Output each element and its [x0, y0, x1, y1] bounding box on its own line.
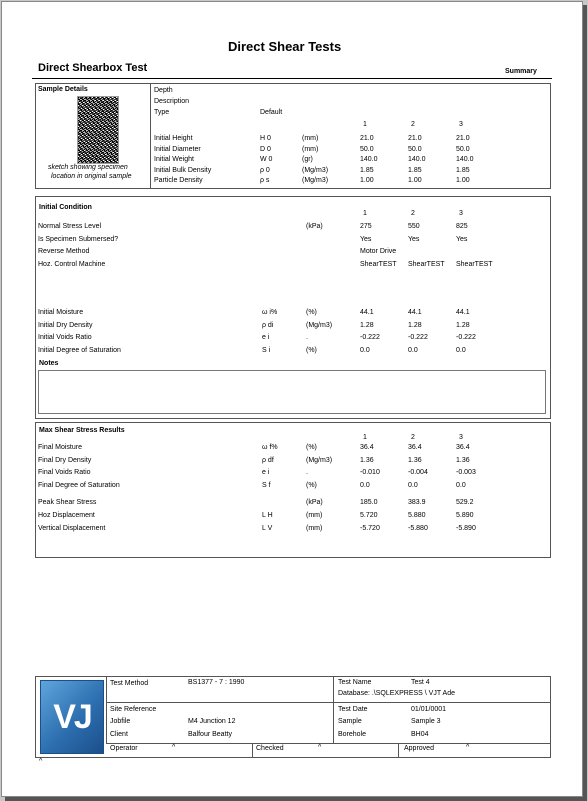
- row-unit: (mm): [306, 512, 323, 519]
- row-unit: (%): [306, 444, 317, 451]
- row-unit: (Mg/m3): [302, 177, 329, 184]
- row-label: Initial Weight: [154, 156, 194, 163]
- row-value-3: 825: [456, 223, 468, 230]
- row-unit: (%): [306, 309, 317, 316]
- row-label: Peak Shear Stress: [38, 499, 97, 506]
- row-label: Initial Diameter: [154, 145, 201, 153]
- row-value-2: 5.880: [408, 512, 426, 519]
- row-value-2: -0.222: [408, 334, 428, 341]
- row-value-2: 50.0: [408, 145, 422, 153]
- vj-logo: VJ: [40, 680, 104, 754]
- row-value-3: Yes: [456, 235, 468, 243]
- type-label: Type: [154, 109, 170, 116]
- row-value-2: 383.9: [408, 499, 426, 506]
- row-value-2: -0.004: [408, 469, 428, 476]
- row-symbol: ω f%: [262, 444, 278, 451]
- checked-caret: ^: [318, 744, 322, 751]
- row-value-3: -5.890: [456, 525, 476, 532]
- row-label: Hoz. Control Machine: [38, 260, 106, 268]
- row-label: Initial Voids Ratio: [38, 334, 92, 341]
- row-value-1: 21.0: [360, 135, 374, 142]
- jobfile-value: M4 Junction 12: [188, 718, 236, 725]
- max-shear-box: [35, 422, 551, 558]
- row-label: Final Dry Density: [38, 456, 92, 464]
- row-label: Final Voids Ratio: [38, 469, 91, 476]
- row-value-1: 50.0: [360, 145, 374, 153]
- row-unit: (kPa): [306, 223, 323, 230]
- row-label: Final Moisture: [38, 444, 82, 451]
- test-date-value: 01/01/0001: [411, 706, 447, 713]
- approved-caret: ^: [466, 744, 470, 751]
- description-label: Description: [154, 98, 190, 105]
- row-symbol: ρ s: [260, 177, 270, 184]
- column-header-2: 2: [411, 434, 415, 441]
- test-name-value: Test 4: [411, 679, 430, 686]
- jobfile-label: Jobfile: [110, 718, 131, 725]
- row-value-1: 36.4: [360, 444, 374, 451]
- row-value-2: 21.0: [408, 135, 422, 142]
- row-value-1: 185.0: [360, 499, 378, 506]
- row-symbol: ρ 0: [260, 166, 270, 174]
- row-symbol: S i: [262, 346, 271, 354]
- footer-divider-2: [333, 676, 334, 744]
- operator-caret: ^: [172, 744, 176, 751]
- row-value-1: Motor Drive: [360, 248, 397, 255]
- page-subtitle: Direct Shearbox Test: [38, 62, 148, 74]
- row-unit: (%): [306, 346, 317, 354]
- row-value-2: 550: [408, 223, 420, 230]
- checked-label: Checked: [256, 745, 284, 752]
- row-value-3: 21.0: [456, 135, 470, 142]
- row-value-1: -0.222: [360, 334, 380, 341]
- row-value-2: 1.28: [408, 321, 422, 329]
- bottom-caret: ^: [39, 758, 43, 765]
- row-value-2: 140.0: [408, 156, 426, 163]
- row-value-3: 140.0: [456, 156, 474, 163]
- borehole-label: Borehole: [338, 731, 367, 738]
- row-label: Particle Density: [154, 177, 203, 184]
- row-value-2: 36.4: [408, 444, 422, 451]
- row-symbol: ρ di: [262, 321, 274, 329]
- row-label: Is Specimen Submersed?: [38, 235, 119, 243]
- row-unit: .: [306, 334, 308, 341]
- footer-divider-4: [398, 743, 399, 757]
- sample-label: Sample: [338, 718, 362, 725]
- notes-label: Notes: [39, 360, 59, 367]
- row-unit: (mm): [306, 525, 323, 532]
- sample-divider: [150, 83, 151, 189]
- row-label: Normal Stress Level: [38, 223, 102, 230]
- row-value-1: 0.0: [360, 481, 370, 489]
- column-header-2: 2: [411, 121, 415, 128]
- row-unit: (Mg/m3): [306, 321, 333, 329]
- row-unit: (Mg/m3): [306, 456, 333, 464]
- column-header-1: 1: [363, 434, 367, 441]
- sample-details-heading: Sample Details: [38, 86, 88, 93]
- site-reference-label: Site Reference: [110, 706, 157, 713]
- row-symbol: S f: [262, 481, 271, 489]
- row-symbol: W 0: [260, 156, 273, 163]
- borehole-value: BH04: [411, 731, 429, 738]
- test-method-label: Test Method: [110, 680, 149, 687]
- row-unit: (kPa): [306, 499, 323, 506]
- row-value-1: 1.28: [360, 321, 374, 329]
- row-value-2: 0.0: [408, 346, 418, 354]
- row-value-1: 5.720: [360, 512, 378, 519]
- row-symbol: D 0: [260, 145, 271, 153]
- row-value-1: 1.00: [360, 177, 374, 184]
- row-value-3: 1.28: [456, 321, 470, 329]
- row-label: Initial Moisture: [38, 309, 84, 316]
- footer-rule-1: [106, 702, 550, 703]
- row-value-1: 1.36: [360, 456, 374, 464]
- row-label: Initial Degree of Saturation: [38, 346, 121, 354]
- row-value-3: 1.85: [456, 166, 470, 174]
- row-unit: (gr): [302, 156, 313, 163]
- row-unit: (%): [306, 481, 317, 489]
- row-value-3: 50.0: [456, 145, 470, 153]
- row-value-1: ShearTEST: [360, 260, 397, 268]
- title-rule: [32, 78, 552, 79]
- row-label: Final Degree of Saturation: [38, 481, 120, 489]
- operator-label: Operator: [110, 745, 138, 752]
- test-method-value: BS1377 - 7 : 1990: [188, 679, 245, 686]
- row-value-2: Yes: [408, 235, 420, 243]
- row-value-1: -5.720: [360, 525, 380, 532]
- row-value-2: 1.36: [408, 456, 422, 464]
- row-symbol: e i: [262, 469, 270, 476]
- row-unit: (Mg/m3): [302, 166, 329, 174]
- row-value-3: 44.1: [456, 309, 470, 316]
- page-title: Direct Shear Tests: [228, 39, 342, 54]
- type-value: Default: [260, 109, 283, 116]
- sketch-caption-2: location in original sample: [51, 173, 132, 180]
- row-symbol: H 0: [260, 135, 271, 142]
- sketch-caption-1: sketch showing specimen: [48, 164, 128, 171]
- row-value-3: 1.00: [456, 177, 470, 184]
- footer-divider-1: [106, 676, 107, 744]
- row-label: Reverse Method: [38, 248, 90, 255]
- row-value-3: 529.2: [456, 499, 474, 506]
- row-value-3: 36.4: [456, 444, 470, 451]
- summary-label: Summary: [505, 68, 537, 75]
- max-shear-heading: Max Shear Stress Results: [39, 427, 125, 434]
- row-unit: (mm): [302, 135, 319, 142]
- row-unit: (mm): [302, 145, 319, 153]
- row-value-1: 1.85: [360, 166, 374, 174]
- row-value-2: 44.1: [408, 309, 422, 316]
- footer-divider-3: [252, 743, 253, 757]
- sample-value: Sample 3: [411, 718, 441, 725]
- row-symbol: ω i%: [262, 309, 278, 316]
- sample-sketch-image: [77, 96, 119, 164]
- report-page: [1, 1, 583, 797]
- column-header-1: 1: [363, 121, 367, 128]
- column-header-3: 3: [459, 210, 463, 217]
- initial-condition-heading: Initial Condition: [39, 204, 92, 211]
- column-header-3: 3: [459, 434, 463, 441]
- row-value-3: 1.36: [456, 456, 470, 464]
- column-header-2: 2: [411, 210, 415, 217]
- row-value-1: -0.010: [360, 469, 380, 476]
- row-symbol: L H: [262, 512, 273, 519]
- row-value-3: 0.0: [456, 346, 466, 354]
- row-value-1: 0.0: [360, 346, 370, 354]
- database-label: Database: .\SQLEXPRESS \ VJT Ade: [338, 690, 455, 697]
- row-value-3: -0.003: [456, 469, 476, 476]
- row-value-3: ShearTEST: [456, 260, 493, 268]
- client-value: Balfour Beatty: [188, 731, 232, 738]
- row-value-1: 140.0: [360, 156, 378, 163]
- row-value-3: 5.890: [456, 512, 474, 519]
- column-header-3: 3: [459, 121, 463, 128]
- test-date-label: Test Date: [338, 706, 368, 713]
- row-value-2: -5.880: [408, 525, 428, 532]
- row-value-1: 44.1: [360, 309, 374, 316]
- column-header-1: 1: [363, 210, 367, 217]
- row-label: Initial Dry Density: [38, 321, 93, 329]
- row-label: Initial Bulk Density: [154, 166, 212, 174]
- row-symbol: L V: [262, 525, 273, 532]
- row-value-3: -0.222: [456, 334, 476, 341]
- test-name-label: Test Name: [338, 679, 372, 686]
- row-label: Initial Height: [154, 135, 193, 142]
- row-value-2: 1.00: [408, 177, 422, 184]
- row-label: Hoz Displacement: [38, 512, 95, 519]
- row-value-3: 0.0: [456, 481, 466, 489]
- approved-label: Approved: [404, 745, 434, 752]
- row-unit: .: [306, 469, 308, 476]
- row-value-2: 0.0: [408, 481, 418, 489]
- row-symbol: e i: [262, 334, 270, 341]
- notes-field: [38, 370, 546, 414]
- row-value-2: ShearTEST: [408, 260, 445, 268]
- depth-label: Depth: [154, 87, 173, 94]
- client-label: Client: [110, 731, 128, 738]
- row-label: Vertical Displacement: [38, 525, 106, 532]
- row-value-2: 1.85: [408, 166, 422, 174]
- row-value-1: 275: [360, 223, 372, 230]
- row-symbol: ρ df: [262, 456, 274, 464]
- row-value-1: Yes: [360, 235, 372, 243]
